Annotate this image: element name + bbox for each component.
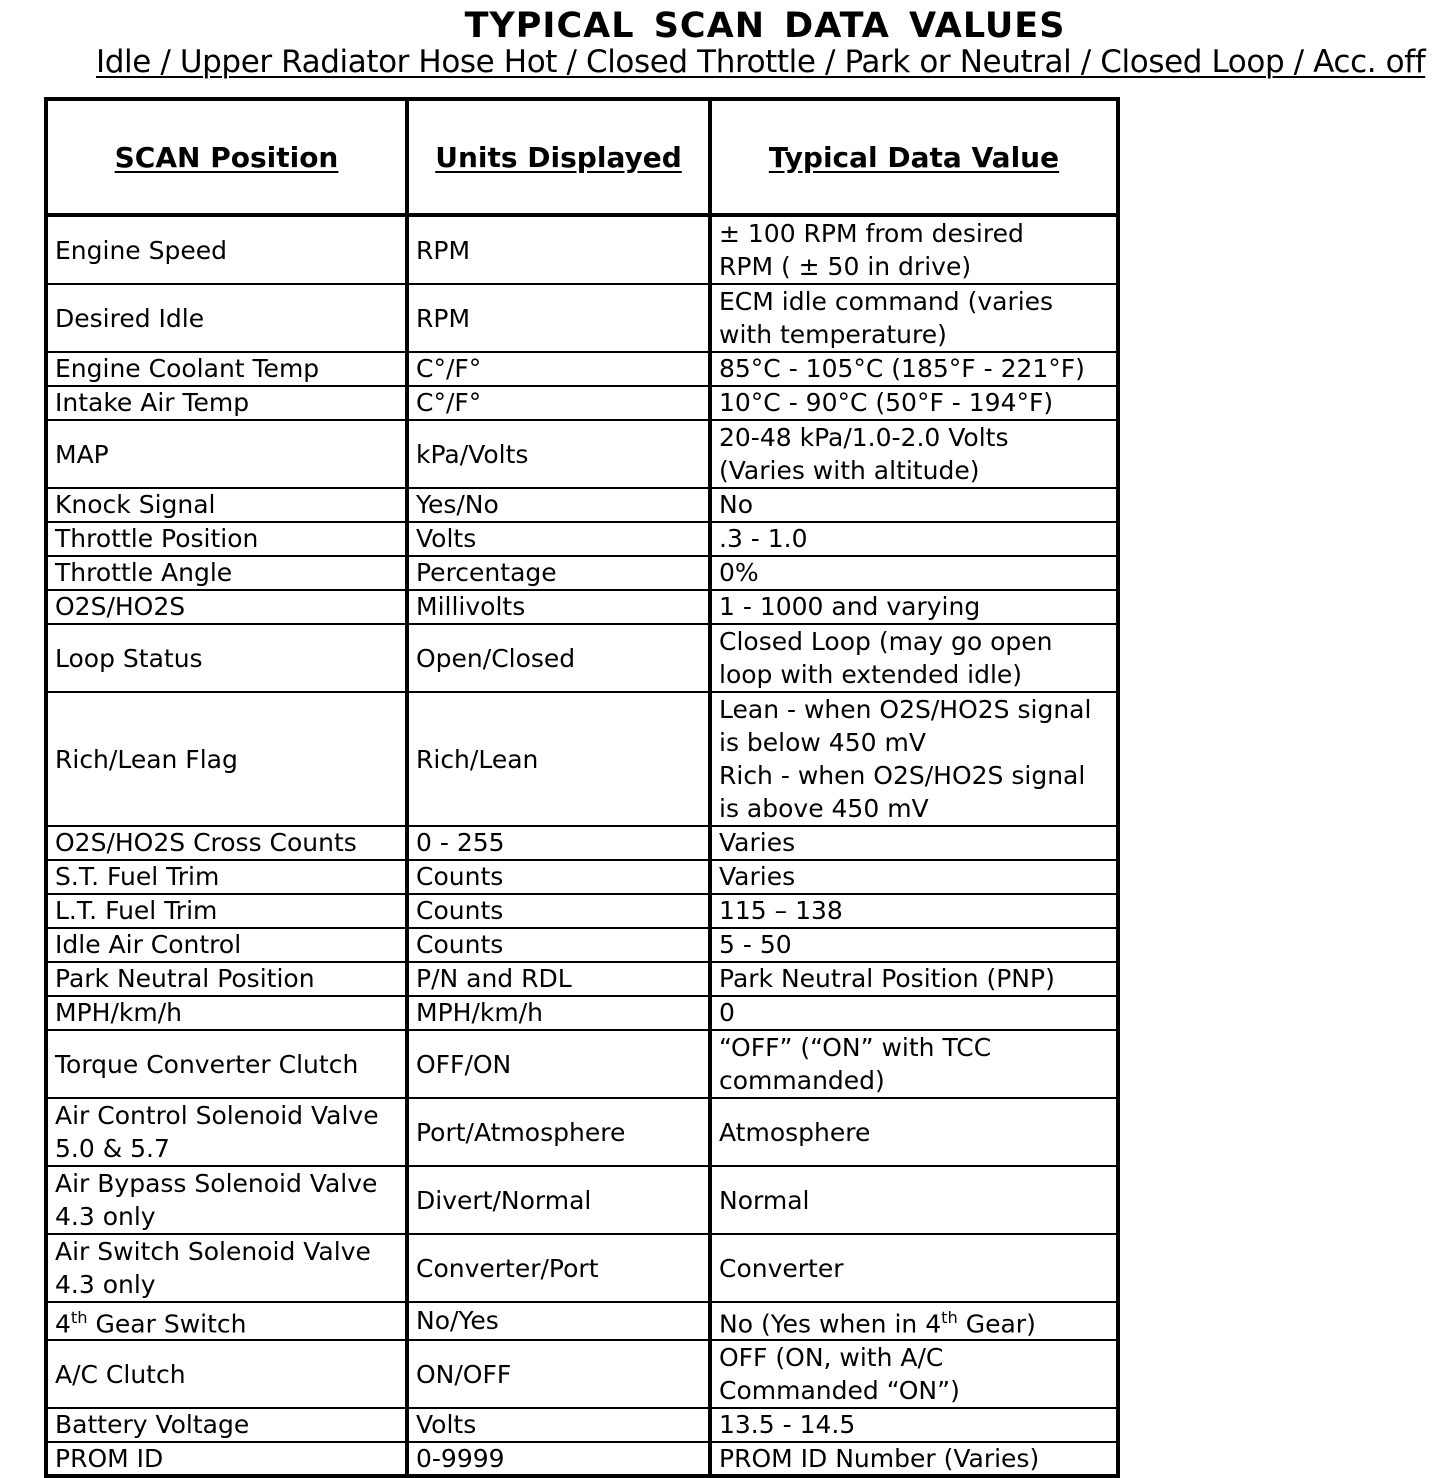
- cell-scan-position: Torque Converter Clutch: [46, 1030, 407, 1098]
- table-row: [46, 894, 1118, 928]
- cell-units-displayed: C°/F°: [407, 352, 710, 386]
- cell-scan-position: Rich/Lean Flag: [46, 692, 407, 826]
- cell-typical-data-value: PROM ID Number (Varies): [710, 1442, 1118, 1476]
- cell-scan-position: MAP: [46, 420, 407, 488]
- cell-units-displayed: RPM: [407, 215, 710, 284]
- cell-units-displayed: Counts: [407, 928, 710, 962]
- cell-units-displayed: 0 - 255: [407, 826, 710, 860]
- cell-scan-position: Air Control Solenoid Valve 5.0 & 5.7: [46, 1098, 407, 1166]
- cell-typical-data-value: OFF (ON, with A/C Commanded “ON”): [710, 1340, 1118, 1408]
- cell-typical-data-value: .3 - 1.0: [710, 522, 1118, 556]
- cell-units-displayed: No/Yes: [407, 1302, 710, 1340]
- table-row: [46, 624, 1118, 692]
- scan-data-table: [44, 97, 1120, 1478]
- cell-units-displayed: Open/Closed: [407, 624, 710, 692]
- cell-units-displayed: OFF/ON: [407, 1030, 710, 1098]
- cell-typical-data-value: Atmosphere: [710, 1098, 1118, 1166]
- cell-typical-data-value: Closed Loop (may go open loop with extended idle): [710, 624, 1118, 692]
- cell-units-displayed: Divert/Normal: [407, 1166, 710, 1234]
- table-row: [46, 488, 1118, 522]
- cell-scan-position: Engine Speed: [46, 215, 407, 284]
- cell-scan-position: Battery Voltage: [46, 1408, 407, 1442]
- cell-typical-data-value: No (Yes when in 4th Gear): [710, 1302, 1118, 1340]
- cell-typical-data-value: Park Neutral Position (PNP): [710, 962, 1118, 996]
- table-row: [46, 826, 1118, 860]
- cell-units-displayed: kPa/Volts: [407, 420, 710, 488]
- table-row: [46, 1340, 1118, 1408]
- cell-units-displayed: C°/F°: [407, 386, 710, 420]
- cell-scan-position: O2S/HO2S Cross Counts: [46, 826, 407, 860]
- table-row: [46, 1234, 1118, 1302]
- cell-scan-position: Intake Air Temp: [46, 386, 407, 420]
- cell-units-displayed: MPH/km/h: [407, 996, 710, 1030]
- table-row: [46, 215, 1118, 284]
- cell-typical-data-value: 10°C - 90°C (50°F - 194°F): [710, 386, 1118, 420]
- cell-units-displayed: RPM: [407, 284, 710, 352]
- cell-scan-position: PROM ID: [46, 1442, 407, 1476]
- cell-typical-data-value: No: [710, 488, 1118, 522]
- cell-scan-position: Air Bypass Solenoid Valve 4.3 only: [46, 1166, 407, 1234]
- cell-scan-position: Loop Status: [46, 624, 407, 692]
- table-row: [46, 420, 1118, 488]
- cell-units-displayed: Yes/No: [407, 488, 710, 522]
- table-header-row: [46, 99, 1118, 215]
- cell-typical-data-value: Varies: [710, 826, 1118, 860]
- cell-units-displayed: Counts: [407, 860, 710, 894]
- cell-units-displayed: Converter/Port: [407, 1234, 710, 1302]
- table-row: [46, 284, 1118, 352]
- cell-units-displayed: Counts: [407, 894, 710, 928]
- cell-typical-data-value: Converter: [710, 1234, 1118, 1302]
- table-row: [46, 556, 1118, 590]
- cell-units-displayed: Volts: [407, 522, 710, 556]
- table-row: [46, 928, 1118, 962]
- cell-typical-data-value: 85°C - 105°C (185°F - 221°F): [710, 352, 1118, 386]
- cell-typical-data-value: 13.5 - 14.5: [710, 1408, 1118, 1442]
- cell-units-displayed: P/N and RDL: [407, 962, 710, 996]
- table-row: [46, 352, 1118, 386]
- table-row: [46, 1442, 1118, 1476]
- table-row: [46, 860, 1118, 894]
- table-row: [46, 522, 1118, 556]
- cell-scan-position: Desired Idle: [46, 284, 407, 352]
- cell-scan-position: 4th Gear Switch: [46, 1302, 407, 1340]
- cell-scan-position: Throttle Angle: [46, 556, 407, 590]
- cell-units-displayed: Percentage: [407, 556, 710, 590]
- table-row: [46, 590, 1118, 624]
- page-title: TYPICAL SCAN DATA VALUES: [464, 6, 1066, 46]
- cell-typical-data-value: ECM idle command (varies with temperature): [710, 284, 1118, 352]
- table-row: [46, 1030, 1118, 1098]
- cell-scan-position: Engine Coolant Temp: [46, 352, 407, 386]
- table-row: [46, 1408, 1118, 1442]
- cell-typical-data-value: 20-48 kPa/1.0-2.0 Volts (Varies with altitude): [710, 420, 1118, 488]
- header-scan-position: SCAN Position: [46, 99, 407, 215]
- header-typical-data-value: Typical Data Value: [710, 99, 1118, 215]
- cell-scan-position: Air Switch Solenoid Valve 4.3 only: [46, 1234, 407, 1302]
- table-row: [46, 962, 1118, 996]
- cell-units-displayed: 0-9999: [407, 1442, 710, 1476]
- cell-typical-data-value: 1 - 1000 and varying: [710, 590, 1118, 624]
- cell-typical-data-value: ± 100 RPM from desired RPM ( ± 50 in drive): [710, 215, 1118, 284]
- cell-typical-data-value: 0: [710, 996, 1118, 1030]
- page-subtitle: Idle / Upper Radiator Hose Hot / Closed Throttle / Park or Neutral / Closed Loop / Acc. off: [96, 44, 1426, 80]
- cell-scan-position: A/C Clutch: [46, 1340, 407, 1408]
- table-row: [46, 1098, 1118, 1166]
- cell-scan-position: Throttle Position: [46, 522, 407, 556]
- cell-scan-position: S.T. Fuel Trim: [46, 860, 407, 894]
- table-row: [46, 1302, 1118, 1340]
- cell-units-displayed: Volts: [407, 1408, 710, 1442]
- cell-scan-position: Park Neutral Position: [46, 962, 407, 996]
- cell-scan-position: Idle Air Control: [46, 928, 407, 962]
- cell-scan-position: MPH/km/h: [46, 996, 407, 1030]
- cell-typical-data-value: Varies: [710, 860, 1118, 894]
- cell-units-displayed: Millivolts: [407, 590, 710, 624]
- cell-typical-data-value: Lean - when O2S/HO2S signal is below 450 mV Rich - when O2S/HO2S signal is above 450 mV: [710, 692, 1118, 826]
- cell-units-displayed: Port/Atmosphere: [407, 1098, 710, 1166]
- cell-typical-data-value: 5 - 50: [710, 928, 1118, 962]
- cell-typical-data-value: 0%: [710, 556, 1118, 590]
- header-units-displayed: Units Displayed: [407, 99, 710, 215]
- cell-typical-data-value: 115 – 138: [710, 894, 1118, 928]
- table-row: [46, 1166, 1118, 1234]
- cell-typical-data-value: “OFF” (“ON” with TCC commanded): [710, 1030, 1118, 1098]
- cell-units-displayed: Rich/Lean: [407, 692, 710, 826]
- cell-scan-position: O2S/HO2S: [46, 590, 407, 624]
- table-row: [46, 386, 1118, 420]
- table-row: [46, 996, 1118, 1030]
- table-row: [46, 692, 1118, 826]
- cell-units-displayed: ON/OFF: [407, 1340, 710, 1408]
- cell-scan-position: Knock Signal: [46, 488, 407, 522]
- cell-scan-position: L.T. Fuel Trim: [46, 894, 407, 928]
- cell-typical-data-value: Normal: [710, 1166, 1118, 1234]
